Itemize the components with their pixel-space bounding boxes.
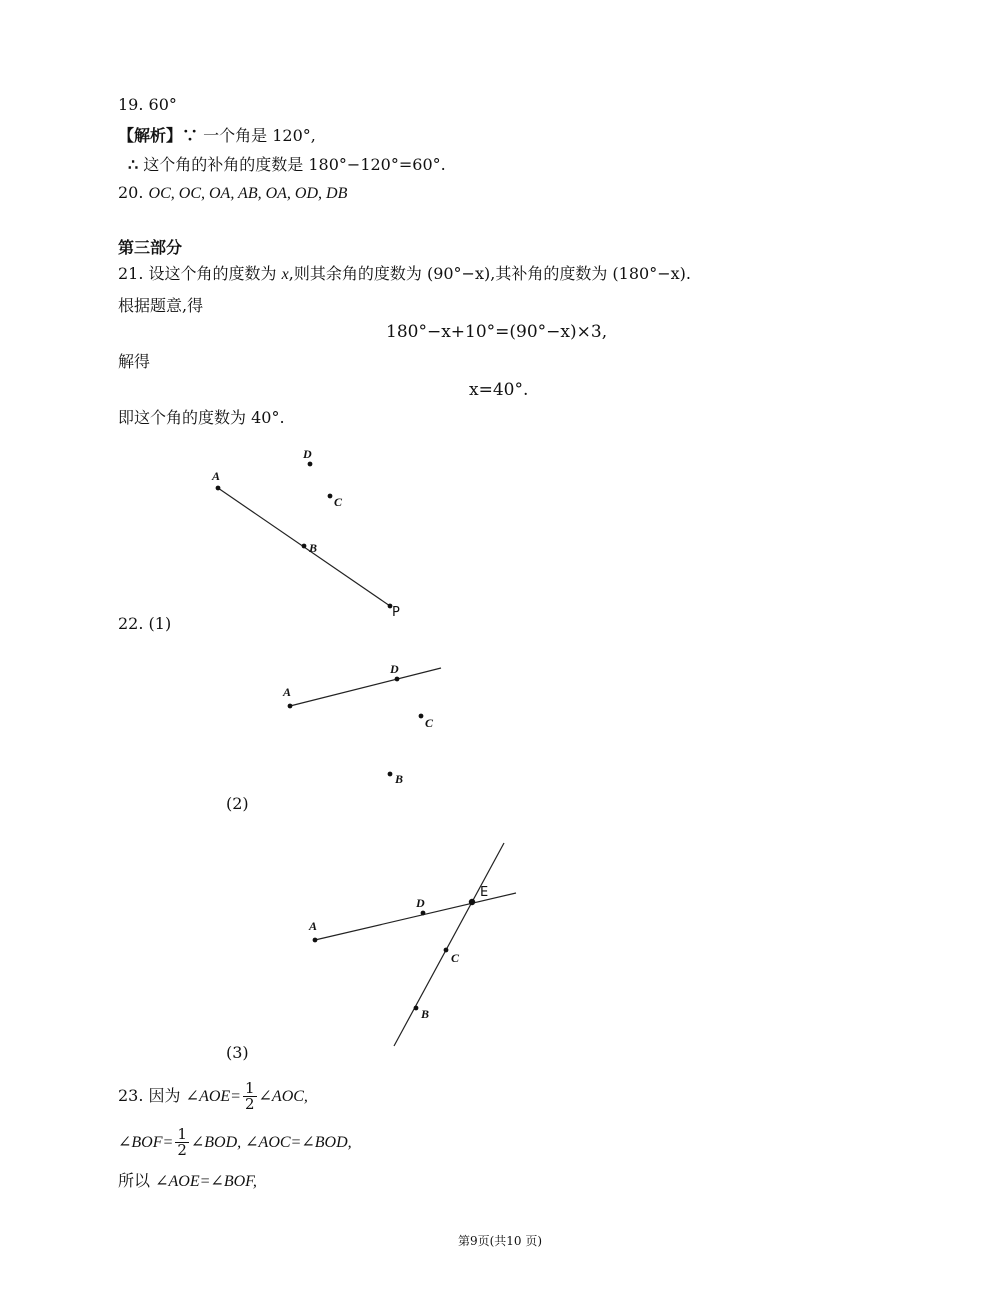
fraction-denominator: 2 xyxy=(244,1095,255,1113)
ray-ad xyxy=(290,668,441,706)
q21-solve: 解得 xyxy=(118,352,151,371)
point-a xyxy=(313,938,318,943)
therefore-symbol: ∴ xyxy=(128,155,139,174)
label-b: B xyxy=(309,541,318,555)
q21-by-question: 根据题意,得 xyxy=(118,296,204,315)
point-e xyxy=(469,899,475,905)
because-symbol: ∵ xyxy=(182,126,199,145)
label-c: C xyxy=(425,716,434,730)
figure-2 xyxy=(282,662,441,786)
q22-number: 22. xyxy=(118,614,144,633)
fraction-half xyxy=(175,1127,189,1158)
q22-part3: (3) xyxy=(226,1043,249,1062)
point-c xyxy=(328,494,333,499)
point-c xyxy=(444,948,449,953)
point-d xyxy=(395,677,400,682)
page-footer: 第9页(共10 页) xyxy=(457,1234,543,1248)
label-d: D xyxy=(303,447,312,461)
q21-number: 21. xyxy=(118,264,144,283)
q20-number: 20. xyxy=(118,183,144,202)
q21-conclusion: 即这个角的度数为 40°. xyxy=(118,408,285,427)
q23-aoc: ∠AOC, xyxy=(258,1088,308,1105)
label-d: D xyxy=(390,662,399,676)
q21-supplement: (180°−x). xyxy=(612,264,691,283)
label-d: D xyxy=(416,896,425,910)
q21-complement: (90°−x) xyxy=(426,264,491,283)
fraction-half xyxy=(243,1081,257,1112)
label-e: E xyxy=(480,885,489,900)
q23-line3 xyxy=(118,1171,257,1192)
label-a: A xyxy=(212,469,221,483)
point-d xyxy=(308,462,313,467)
q23-bof: ∠BOF= xyxy=(118,1134,174,1151)
figure-1 xyxy=(211,447,400,620)
q22-line xyxy=(118,614,171,634)
q19-number: 19. xyxy=(118,95,144,114)
label-c: C xyxy=(334,495,343,509)
label-b: B xyxy=(395,772,404,786)
point-b xyxy=(388,772,393,777)
q22-part2: (2) xyxy=(226,794,249,813)
label-p: P xyxy=(392,605,400,620)
label-c: C xyxy=(451,951,460,965)
q21-intro-b: ,则其余角的度数为 xyxy=(288,264,422,283)
q21-intro-a: 设这个角的度数为 xyxy=(148,264,277,283)
fraction-denominator: 2 xyxy=(177,1141,187,1159)
q21-intro-c: ,其补角的度数为 xyxy=(490,264,608,283)
q23-aoe: ∠AOE= xyxy=(185,1088,241,1105)
q20-answer: OC, OC, OA, AB, OA, OD, DB xyxy=(148,185,348,202)
q23-conclusion: ∠AOE=∠BOF, xyxy=(155,1173,257,1190)
q21-var-x: x xyxy=(281,266,289,283)
q23-so: 所以 xyxy=(118,1171,151,1190)
label-b: B xyxy=(421,1007,430,1021)
fraction-numerator: 1 xyxy=(244,1079,255,1097)
label-a: A xyxy=(309,919,318,933)
q19-analysis-text2: 这个角的补角的度数是 180°−120°=60°. xyxy=(143,155,446,174)
q23-line1 xyxy=(118,1078,308,1115)
q19-answer: 60° xyxy=(148,95,177,114)
q23-number: 23. xyxy=(118,1086,144,1105)
label-a: A xyxy=(283,685,292,699)
point-a xyxy=(216,486,221,491)
q23-line2 xyxy=(118,1124,352,1161)
q23-bod: ∠BOD, ∠AOC=∠BOD, xyxy=(190,1134,352,1151)
fraction-numerator: 1 xyxy=(177,1125,187,1143)
q23-because: 因为 xyxy=(148,1086,181,1105)
line-be xyxy=(394,843,504,1046)
point-c xyxy=(419,714,424,719)
point-d xyxy=(421,911,426,916)
point-a xyxy=(288,704,293,709)
q21-solution: x=40°. xyxy=(469,380,529,400)
q21-equation: 180°−x+10°=(90°−x)×3, xyxy=(386,322,608,342)
q22-part1: (1) xyxy=(148,614,172,633)
point-b xyxy=(414,1006,419,1011)
point-b xyxy=(302,544,307,549)
section-title: 第三部分 xyxy=(118,238,183,257)
analysis-label: 【解析】 xyxy=(118,126,183,145)
q19-analysis-text1: 一个角是 120°, xyxy=(203,126,316,145)
figure-3 xyxy=(308,843,516,1046)
